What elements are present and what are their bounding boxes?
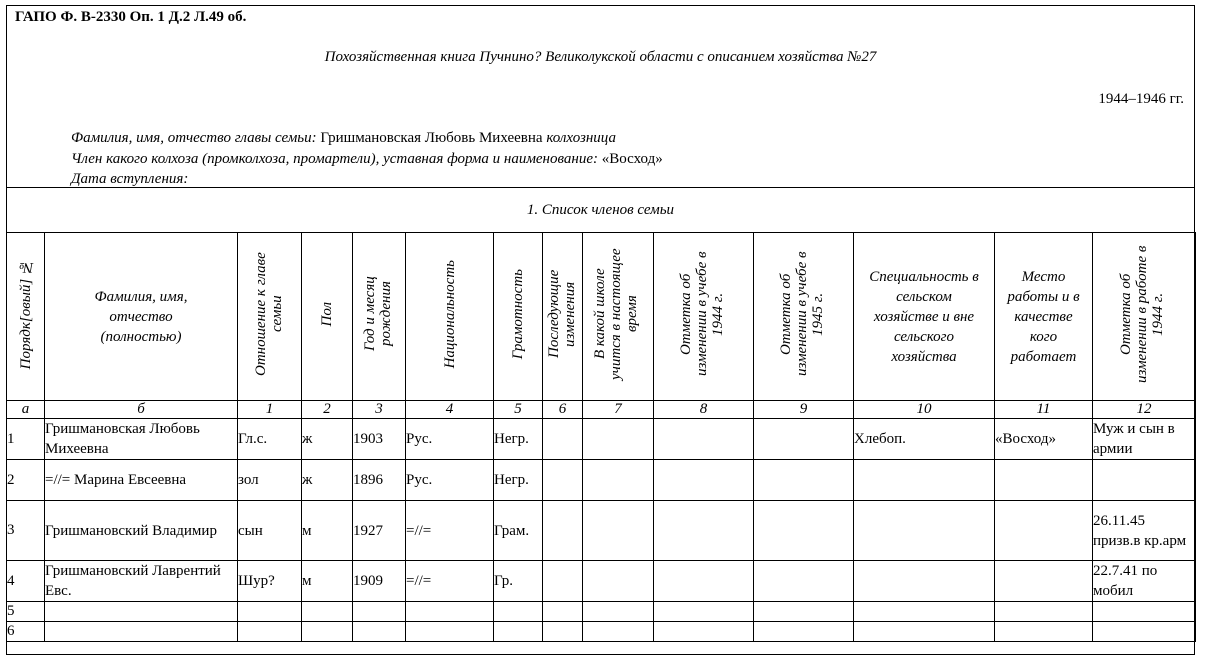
table-cell bbox=[494, 602, 543, 622]
table-cell: зол bbox=[238, 460, 302, 501]
header-cell: Специальность в сельском хозяйстве и вне сельского хозяйства bbox=[854, 233, 995, 401]
table-cell bbox=[654, 602, 754, 622]
head-occupation: колхозница bbox=[546, 130, 616, 146]
table-cell bbox=[543, 622, 583, 642]
table-cell bbox=[654, 561, 754, 602]
table-cell bbox=[854, 460, 995, 501]
table-cell bbox=[654, 501, 754, 561]
table-cell: 1909 bbox=[353, 561, 406, 602]
head-value: Гришмановская Любовь Михеевна bbox=[320, 130, 543, 146]
table-cell: Негр. bbox=[494, 460, 543, 501]
column-index-cell: 11 bbox=[995, 401, 1093, 419]
table-cell bbox=[302, 602, 353, 622]
table-cell bbox=[754, 501, 854, 561]
column-index-cell: а bbox=[7, 401, 45, 419]
table-row bbox=[7, 460, 1196, 501]
table-cell bbox=[995, 622, 1093, 642]
table-cell: Гл.с. bbox=[238, 419, 302, 460]
entry-date-line bbox=[71, 171, 188, 188]
head-label: Фамилия, имя, отчество главы семьи: bbox=[71, 130, 317, 146]
table-cell: =//= bbox=[406, 501, 494, 561]
table-cell: Гришмановский Лаврентий Евс. bbox=[45, 561, 238, 602]
table-cell: Гр. bbox=[494, 561, 543, 602]
column-index-cell: 2 bbox=[302, 401, 353, 419]
table-cell: Негр. bbox=[494, 419, 543, 460]
table-cell bbox=[854, 622, 995, 642]
table-cell bbox=[654, 460, 754, 501]
table-cell: Хлебоп. bbox=[854, 419, 995, 460]
table-cell bbox=[1093, 602, 1196, 622]
table-cell: =//= Марина Евсеевна bbox=[45, 460, 238, 501]
divider bbox=[6, 187, 1195, 188]
table-cell: Гришмановский Владимир bbox=[45, 501, 238, 561]
table-cell: 5 bbox=[7, 602, 45, 622]
table-cell bbox=[995, 602, 1093, 622]
table-cell: ж bbox=[302, 419, 353, 460]
book-title: Похозяйственная книга Пучнино? Великолукской области с описанием хозяйства №27 bbox=[324, 49, 877, 65]
kolkhoz-value: «Восход» bbox=[601, 151, 663, 167]
table-cell bbox=[754, 622, 854, 642]
column-index-cell: 4 bbox=[406, 401, 494, 419]
column-index-cell: 8 bbox=[654, 401, 754, 419]
table-cell bbox=[583, 419, 654, 460]
table-cell bbox=[45, 622, 238, 642]
archive-reference: ГАПО Ф. В-2330 Оп. 1 Д.2 Л.49 об. bbox=[15, 9, 247, 25]
table-cell bbox=[406, 622, 494, 642]
table-cell: ж bbox=[302, 460, 353, 501]
header-cell: Последующие изменения bbox=[543, 233, 583, 401]
table-cell bbox=[302, 622, 353, 642]
header-cell: Фамилия, имя, отчество (полностью) bbox=[45, 233, 238, 401]
table-body bbox=[7, 233, 1196, 642]
table-cell: 2 bbox=[7, 460, 45, 501]
table-cell bbox=[1093, 622, 1196, 642]
table-row bbox=[7, 501, 1196, 561]
table-cell bbox=[995, 501, 1093, 561]
header-cell: Пол bbox=[302, 233, 353, 401]
table-cell: м bbox=[302, 501, 353, 561]
table-cell: 1896 bbox=[353, 460, 406, 501]
table-cell: Муж и сын в армии bbox=[1093, 419, 1196, 460]
table-cell: 1903 bbox=[353, 419, 406, 460]
table-cell bbox=[995, 561, 1093, 602]
table-cell bbox=[406, 602, 494, 622]
table-cell bbox=[543, 419, 583, 460]
table-cell: м bbox=[302, 561, 353, 602]
table-cell bbox=[654, 622, 754, 642]
header-cell: Год и месяц рождения bbox=[353, 233, 406, 401]
table-cell bbox=[543, 460, 583, 501]
table-row bbox=[7, 419, 1196, 460]
header-cell: Отметка об изменении в учебе в 1944 г. bbox=[654, 233, 754, 401]
table-cell bbox=[45, 602, 238, 622]
table-cell: Шур? bbox=[238, 561, 302, 602]
table-cell bbox=[754, 460, 854, 501]
head-of-family-line bbox=[71, 130, 616, 147]
column-index-cell: 3 bbox=[353, 401, 406, 419]
table-cell: Рус. bbox=[406, 460, 494, 501]
kolkhoz-label: Член какого колхоза (промколхоза, промартели), уставная форма и наименование: bbox=[71, 151, 598, 167]
table-cell bbox=[543, 602, 583, 622]
table-cell: 6 bbox=[7, 622, 45, 642]
table-cell bbox=[1093, 460, 1196, 501]
table-cell: Гришмановская Любовь Михеевна bbox=[45, 419, 238, 460]
column-index-cell: 6 bbox=[543, 401, 583, 419]
column-index-cell: 7 bbox=[583, 401, 654, 419]
table-cell bbox=[543, 501, 583, 561]
table-cell bbox=[754, 561, 854, 602]
family-members-table bbox=[6, 232, 1196, 642]
header-cell: Отношение к главе семьи bbox=[238, 233, 302, 401]
table-cell bbox=[583, 460, 654, 501]
kolkhoz-line bbox=[71, 151, 663, 168]
table-cell bbox=[583, 622, 654, 642]
table-cell bbox=[543, 561, 583, 602]
table-cell bbox=[754, 419, 854, 460]
years-range: 1944–1946 гг. bbox=[1098, 91, 1184, 107]
table-cell: 4 bbox=[7, 561, 45, 602]
table-row bbox=[7, 622, 1196, 642]
table-cell: сын bbox=[238, 501, 302, 561]
column-index-cell: 1 bbox=[238, 401, 302, 419]
table-cell: 1927 bbox=[353, 501, 406, 561]
table-cell bbox=[583, 602, 654, 622]
table-cell bbox=[854, 561, 995, 602]
column-index-cell: б bbox=[45, 401, 238, 419]
header-cell: Национальность bbox=[406, 233, 494, 401]
column-index-cell: 12 bbox=[1093, 401, 1196, 419]
table-cell: 26.11.45 призв.в кр.арм bbox=[1093, 501, 1196, 561]
table-cell bbox=[754, 602, 854, 622]
table-cell bbox=[353, 602, 406, 622]
column-index-cell: 9 bbox=[754, 401, 854, 419]
table-cell: =//= bbox=[406, 561, 494, 602]
table-row bbox=[7, 602, 1196, 622]
header-cell: Отметка об изменении в работе в 1944 г. bbox=[1093, 233, 1196, 401]
table-cell bbox=[353, 622, 406, 642]
entry-date-label: Дата вступления: bbox=[71, 171, 189, 187]
table-cell bbox=[238, 622, 302, 642]
header-cell: Грамотность bbox=[494, 233, 543, 401]
column-index-cell: 10 bbox=[854, 401, 995, 419]
column-index-row bbox=[7, 401, 1196, 419]
table-cell: 3 bbox=[7, 501, 45, 561]
table-cell bbox=[854, 501, 995, 561]
header-cell: В какой школе учится в настоящее время bbox=[583, 233, 654, 401]
table-cell bbox=[854, 602, 995, 622]
column-index-cell: 5 bbox=[494, 401, 543, 419]
header-cell: Место работы и в качестве кого работает bbox=[995, 233, 1093, 401]
table-cell: Рус. bbox=[406, 419, 494, 460]
header-cell: Отметка об изменении в учебе в 1945 г. bbox=[754, 233, 854, 401]
table-cell bbox=[583, 561, 654, 602]
table-cell: «Восход» bbox=[995, 419, 1093, 460]
table-cell bbox=[238, 602, 302, 622]
section-title: 1. Список членов семьи bbox=[526, 202, 675, 218]
table-cell: Грам. bbox=[494, 501, 543, 561]
header-cell: Порядк[овый] № bbox=[7, 233, 45, 401]
table-cell bbox=[654, 419, 754, 460]
header-row bbox=[7, 233, 1196, 401]
table-cell bbox=[995, 460, 1093, 501]
table-row bbox=[7, 561, 1196, 602]
table-cell: 22.7.41 по мобил bbox=[1093, 561, 1196, 602]
table-cell bbox=[494, 622, 543, 642]
table-cell: 1 bbox=[7, 419, 45, 460]
table-cell bbox=[583, 501, 654, 561]
